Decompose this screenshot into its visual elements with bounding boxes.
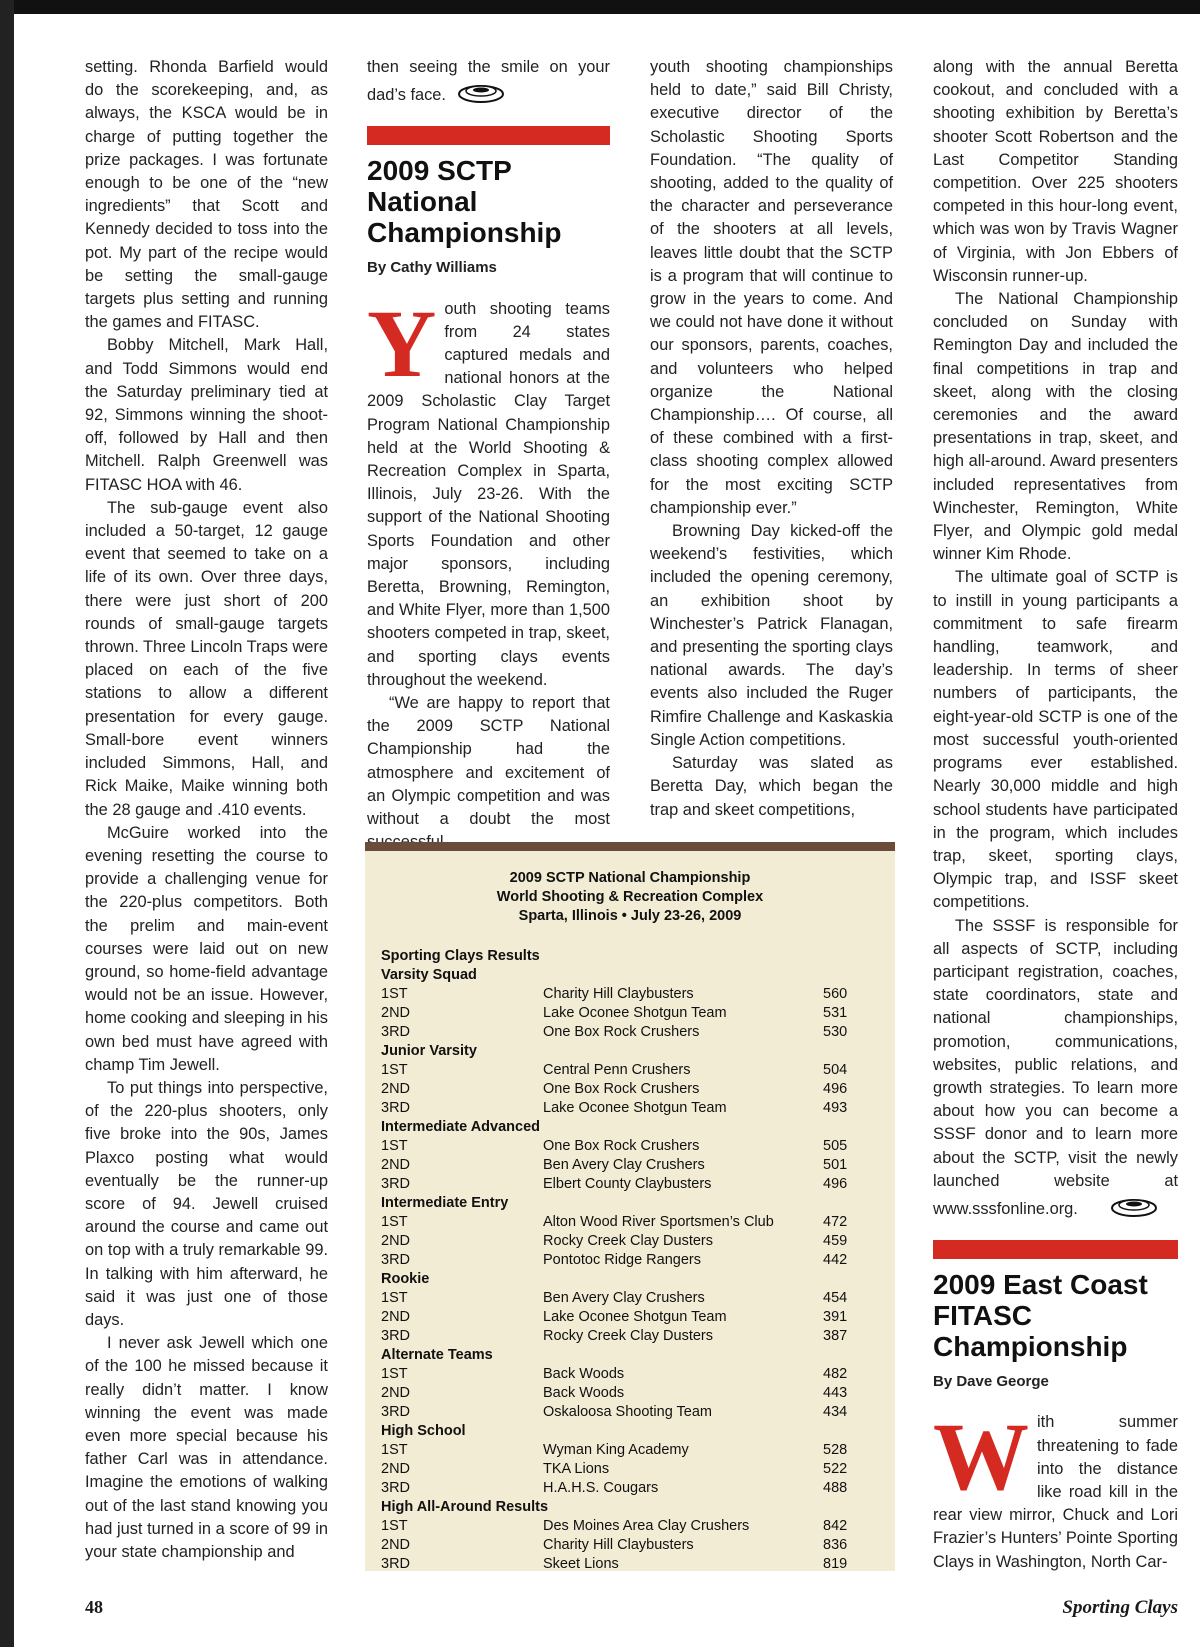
results-row [381,1251,871,1270]
results-place: 3RD [381,1480,411,1496]
results-score: 836 [823,1537,848,1553]
first-paragraph-text: outh shooting teams from 24 states captured medals and national honors at the 2009 Scholastic Clay Target Program National Championship held at the World Shooting & Recreation Complex in Sparta, Illinois, July 23-26. With the support of the National Shooting Sports Foundation and other major sponsors, including Beretta, Browning, Remington, and White Flyer, more than 1,500 shooters competed in trap, skeet, and sporting clays events throughout the weekend. [367,299,610,689]
lead-in-text: then seeing the smile on your dad’s face. [367,58,610,105]
paragraph [367,289,610,692]
paragraph: setting. Rhonda Barfield would do the scorekeeping, and, as always, the KSCA would be in charge of putting together the prize packages. I was fortunate enough to be one of the “new ingredients” that Scott and Kennedy decided to toss into the pot. My part of the recipe would be setting the small-gauge targets plus setting and running the games and FITASC. [85,58,328,332]
results-row [381,1460,871,1479]
results-place: 2ND [381,1081,411,1097]
results-score: 496 [823,1081,848,1097]
results-team: Rocky Creek Clay Dusters [543,1233,714,1249]
results-place: 3RD [381,1024,411,1040]
results-score: 531 [823,1005,848,1021]
results-place: 2ND [381,1461,411,1477]
results-score: 530 [823,1024,848,1040]
results-score: 391 [823,1309,848,1325]
paragraph: Bobby Mitchell, Mark Hall, and Todd Simmons would end the Saturday preliminary tied at 92, Simmons winning the shoot-off, followed by Hall and then Mitchell. Ralph Greenwell was FITASC HOA with 46. [85,336,328,494]
results-row [381,1365,871,1384]
results-place: 1ST [381,1518,408,1534]
results-place: 1ST [381,1366,408,1382]
results-place: 1ST [381,986,408,1002]
results-score: 459 [823,1233,848,1249]
results-score: 560 [823,986,848,1002]
results-row [381,985,871,1004]
results-score: 504 [823,1062,848,1078]
paragraph-end [933,915,1178,1227]
paragraph: “We are happy to report that the 2009 SCTP National Championship had the atmosphere and excitement of an Olympic competition and was without a doubt the most [367,694,610,829]
article-byline: By Dave George [933,1373,1049,1391]
results-team: TKA Lions [543,1461,610,1477]
paragraph: The sub-gauge event also included a 50-target, 12 gauge event that seemed to take on a life of its own. Over three days, there were just short of 200 rounds of small-gauge targets thrown. Three Lincoln Traps were placed on each of the five stations to allow a different presentation for every gauge. Small-bore event winners included Simmons, Hall, and Rick Maike, Maike winning both the 28 gauge and .410 events. [85,498,328,819]
results-team: Alton Wood River Sportsmen’s Club [543,1214,774,1230]
results-score: 501 [823,1157,848,1173]
results-sidebar-box [365,842,895,1571]
results-row [381,1289,871,1308]
first-paragraph-text: ith summer threatening to fade into the distance like road kill in the rear view mirror, Chuck and Lori Frazier’s Hunters’ Pointe Sporting Clays in Washington, North Car- [933,1413,1178,1571]
results-row [381,1099,871,1118]
results-place: 3RD [381,1100,411,1116]
results-row [381,1517,871,1536]
paragraph: The ultimate goal of SCTP is to instill in young participants a commitment to safe firearm handling, teamwork, and leadership. In terms of sheer numbers of participants, the eight-year-old SCTP is one of the most successful youth-oriented programs ever established. Nearly 30,000 middle and high school students have participated in the program, which includes trap, skeet, sporting clays, Olympic trap, and ISSF skeet competitions. [933,568,1178,912]
results-score: 496 [823,1176,848,1192]
paragraph [933,1403,1178,1573]
paragraph-end [367,56,610,112]
results-team: Charity Hill Claybusters [543,986,694,1002]
paragraph: McGuire worked into the evening resetting the course to provide a challenging venue for the 220-plus competitors. Both the prelim and main-event courses were laid out on new ground, so home-field advantage would not be an issue. However, home cooking and sleeping in his own bed must have agreed with champ Tim Jewell. [85,823,328,1074]
results-category: High School [381,1423,466,1439]
article-column-3 [650,56,893,822]
results-team: Lake Oconee Shotgun Team [543,1005,727,1021]
results-place: 1ST [381,1214,408,1230]
results-team: Back Woods [543,1366,625,1382]
results-score: 454 [823,1290,848,1306]
results-score: 387 [823,1328,848,1344]
results-row [381,1384,871,1403]
results-place: 2ND [381,1233,411,1249]
clay-target-icon [1088,1193,1158,1226]
results-score: 472 [823,1214,848,1230]
results-team: H.A.H.S. Cougars [543,1480,659,1496]
article-column-4 [933,56,1178,1574]
results-title-line: World Shooting & Recreation Complex [496,889,764,905]
article-headline: 2009 SCTP National Championship [367,155,562,249]
results-title-line: Sparta, Illinois • July 23-26, 2009 [518,908,742,924]
results-team: Lake Oconee Shotgun Team [543,1309,727,1325]
results-score: 443 [823,1385,848,1401]
article-byline: By Cathy Williams [367,259,497,277]
results-row [381,1555,871,1574]
article-column-2 [367,56,610,854]
results-category: Intermediate Advanced [381,1119,541,1135]
results-team: One Box Rock Crushers [543,1081,700,1097]
results-team: One Box Rock Crushers [543,1138,700,1154]
results-place: 1ST [381,1290,408,1306]
results-box-title [365,869,895,926]
results-row [381,1156,871,1175]
paragraph-text: The SSSF is responsible for all aspects of SCTP, including participant registration, coaches, state coordinators, state and national championships, promotion, communications, websites, public relations, and growth strategies. To learn more about how you can become a SSSF donor and to learn more about the SCTP, visit the newly launched website at www.sssfonline.org. [933,916,1178,1218]
results-row [381,1441,871,1460]
results-row [381,1061,871,1080]
results-place: 2ND [381,1157,411,1173]
results-heading: Sporting Clays Results [381,948,540,964]
article-headline: 2009 East Coast FITASC Championship [933,1269,1148,1363]
results-team: Lake Oconee Shotgun Team [543,1100,727,1116]
results-place: 3RD [381,1252,411,1268]
results-team: One Box Rock Crushers [543,1024,700,1040]
results-team: Ben Avery Clay Crushers [543,1157,705,1173]
results-category: Varsity Squad [381,967,477,983]
page-number: 48 [85,1597,103,1617]
results-place: 1ST [381,1062,408,1078]
results-title-line: 2009 SCTP National Championship [509,870,751,886]
results-row [381,1023,871,1042]
results-category: Intermediate Entry [381,1195,509,1211]
results-score: 522 [823,1461,848,1477]
results-place: 2ND [381,1385,411,1401]
results-score: 505 [823,1138,848,1154]
results-place: 3RD [381,1404,411,1420]
results-score: 493 [823,1100,848,1116]
results-row [381,1308,871,1327]
results-category: High All-Around Results [381,1499,549,1515]
results-category: Alternate Teams [381,1347,493,1363]
results-team: Rocky Creek Clay Dusters [543,1328,714,1344]
results-team: Oskaloosa Shooting Team [543,1404,713,1420]
results-place: 2ND [381,1309,411,1325]
results-row [381,1403,871,1422]
results-team: Back Woods [543,1385,625,1401]
results-score: 482 [823,1366,848,1382]
paragraph: along with the annual Beretta cookout, and concluded with a shooting exhibition by Beretta’s shooter Scott Robertson and the Last Competitor Standing competition. Over 225 shooters competed in this hour-long event, which was won by Travis Wagner of Virginia, with Jon Ebbers of Wisconsin runner-up. [933,58,1178,285]
results-row [381,1232,871,1251]
paragraph: To put things into perspective, of the 220-plus shooters, only five broke into the 90s, James Plaxco posting what would eventually be the runner-up score of 94. Jewell cruised around the course and came out on top with a truly remarkable 99. In talking with him afterward, he said it was just one of those days. [85,1078,328,1329]
results-score: 434 [823,1404,848,1420]
paragraph: I never ask Jewell which one of the 100 he missed because it really didn’t matter. I know winning the event was made even more special because his father Carl was in attendance. Imagine the emotions of walking out of the last stand knowing you had just turned in a score of 99 in your state championship and [85,1334,328,1561]
results-place: 1ST [381,1442,408,1458]
paragraph: The National Championship concluded on Sunday with Remington Day and included the final competitions in trap and skeet, along with the closing ceremonies and the award presentations in trap, skeet, and high all-around. Award presenters included representatives from Winchester, Remington, White Flyer, and Olympic gold medal winner Kim Rhode. [933,290,1178,564]
results-row [381,1536,871,1555]
results-row [381,1137,871,1156]
results-score: 819 [823,1556,848,1572]
results-row [381,1327,871,1346]
magazine-name: Sporting Clays [1062,1597,1178,1618]
results-row [381,1479,871,1498]
results-row [381,1213,871,1232]
results-place: 3RD [381,1328,411,1344]
results-row [381,1175,871,1194]
results-score: 842 [823,1518,848,1534]
section-divider-bar [933,1240,1178,1259]
page-top-edge [0,0,1200,14]
paragraph: Browning Day kicked-off the weekend’s festivities, which included the opening ceremony, an exhibition shoot by Winchester’s Patrick Flanagan, and presenting the sporting clays national awards. The day’s events also included the Ruger Rimfire Challenge and Kaskaskia Single Action competitions. [650,522,893,749]
drop-cap: Y [367,289,437,397]
results-team: Charity Hill Claybusters [543,1537,694,1553]
results-row [381,1080,871,1099]
results-team: Central Penn Crushers [543,1062,691,1078]
page-left-edge [0,0,14,1647]
results-team: Skeet Lions [543,1556,619,1572]
results-place: 3RD [381,1556,411,1572]
results-team: Ben Avery Clay Crushers [543,1290,705,1306]
results-row [381,1004,871,1023]
results-team: Elbert County Claybusters [543,1176,712,1192]
results-team: Wyman King Academy [543,1442,689,1458]
results-category: Junior Varsity [381,1043,477,1059]
article-column-1 [85,56,328,1564]
clay-target-icon [457,79,505,112]
results-score: 488 [823,1480,848,1496]
results-score: 528 [823,1442,848,1458]
results-table [381,947,871,1574]
results-team: Pontotoc Ridge Rangers [543,1252,701,1268]
results-score: 442 [823,1252,848,1268]
results-place: 3RD [381,1176,411,1192]
results-place: 1ST [381,1138,408,1154]
results-place: 2ND [381,1537,411,1553]
paragraph: youth shooting championships held to date,” said Bill Christy, executive director of the Scholastic Shooting Sports Foundation. “The quality of shooting, added to the quality of the character and perseverance of the shooters at all levels, leaves little doubt that the SCTP is a program that will continue to grow in the years to come. And we could not have done it without our sponsors, parents, coaches, and volunteers who helped organize the National Championship…. Of course, all of these combined with a first-class shooting complex allowed for the most exciting SCTP championship ever.” [650,58,893,517]
results-place: 2ND [381,1005,411,1021]
results-category: Rookie [381,1271,430,1287]
section-divider-bar [367,126,610,145]
results-team: Des Moines Area Clay Crushers [543,1518,750,1534]
drop-cap: W [933,1403,1029,1511]
paragraph: Saturday was slated as Beretta Day, which began the trap and skeet competitions, [650,754,893,819]
